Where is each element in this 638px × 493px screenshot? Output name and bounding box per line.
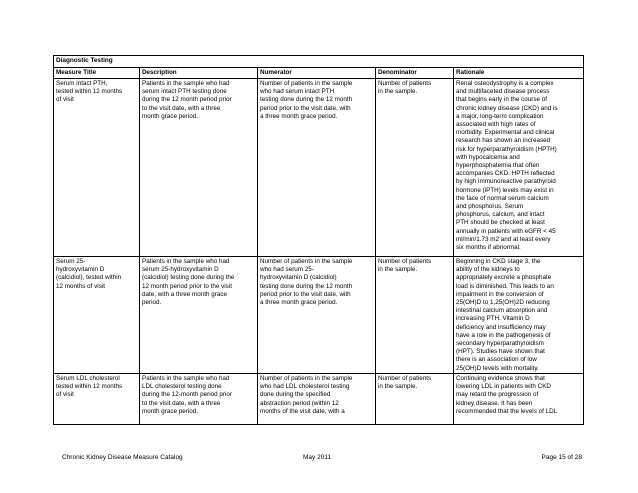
cell-numerator: Number of patients in the sample who had serum 25- hydroxyvitamin D (calcidiol) testing done during the 12 month period prior to the visit date, with a three month grace period. xyxy=(258,257,376,374)
table-header-row xyxy=(54,68,584,79)
footer-page-number: Page 15 of 28 xyxy=(541,454,582,461)
header-rationale: Rationale xyxy=(454,68,584,79)
header-measure-title: Measure Title xyxy=(54,68,140,79)
cell-rationale: Continuing evidence shows that lowering LDL in patients with CKD may retard the progression of kidney disease. It has been recommended that the levels of LDL xyxy=(454,374,584,425)
cell-rationale: Beginning in CKD stage 3, the ability of the kidneys to appropriately excrete a phosphate load is diminished. This leads to an impairment in the conversion of 25(OH)D to 1,25(OH)2D reducing intestinal calcium absorption and increasing PTH. Vitamin D deficiency and insufficiency may have a role in the pathogenesis of secondary hyperparathyroidism (HPT). Studies have shown that there is an association of low 25(OH)D levels with mortality. xyxy=(454,257,584,374)
footer-catalog-title: Chronic Kidney Disease Measure Catalog xyxy=(62,454,183,461)
cell-numerator: Number of patients in the sample who had serum intact PTH testing done during the 12 month period prior to the visit date, with a three month grace period. xyxy=(258,79,376,257)
cell-description: Patients in the sample who had serum 25-hydroxyvitamin D (calcidiol) testing done during the 12 month period prior to the visit date, with a three month grace period. xyxy=(140,257,258,374)
table-row xyxy=(54,257,584,374)
header-description: Description xyxy=(140,68,258,79)
footer-date: May 2011 xyxy=(303,454,332,461)
table-row xyxy=(54,79,584,257)
header-denominator: Denominator xyxy=(376,68,454,79)
cell-measure-title: Serum 25- hydroxyvitamin D (calcidiol), tested within 12 months of visit xyxy=(54,257,140,374)
header-numerator: Numerator xyxy=(258,68,376,79)
cell-denominator: Number of patients in the sample. xyxy=(376,257,454,374)
diagnostic-testing-table xyxy=(53,55,584,425)
cell-denominator: Number of patients in the sample. xyxy=(376,79,454,257)
cell-description: Patients in the sample who had LDL cholesterol testing done during the 12-month period prior to the visit date, with a three month grace period. xyxy=(140,374,258,425)
cell-measure-title: Serum intact PTH, tested within 12 months of visit xyxy=(54,79,140,257)
cell-numerator: Number of patients in the sample who had LDL cholesterol testing done during the specified abstraction period (within 12 months of the visit date, with a xyxy=(258,374,376,425)
cell-denominator: Number of patients in the sample. xyxy=(376,374,454,425)
cell-measure-title: Serum LDL cholesterol tested within 12 months of visit xyxy=(54,374,140,425)
cell-rationale: Renal osteodystrophy is a complex and multifaceted disease process that begins early in the course of chronic kidney disease (CKD) and is a major, long-term complication associated with high rates of morbidity. Experimental and clinical research has shown an increased risk for hyperparathyroidism (HPTH) with hypocalcemia and hyperphosphatemia that often accompanies CKD. HPTH reflected by high immunoreactive parathyroid hormone (iPTH) levels may exist in the face of normal serum calcium and phosphorus. Serum phosphorus, calcium, and intact PTH should be checked at least annually in patients with eGFR < 45 ml/min/1.73 m2 and at least every six months if abnormal. xyxy=(454,79,584,257)
cell-description: Patients in the sample who had serum intact PTH testing done during the 12 month period prior to the visit date, with a three month grace period. xyxy=(140,79,258,257)
table-row xyxy=(54,374,584,425)
section-title: Diagnostic Testing xyxy=(54,56,584,68)
